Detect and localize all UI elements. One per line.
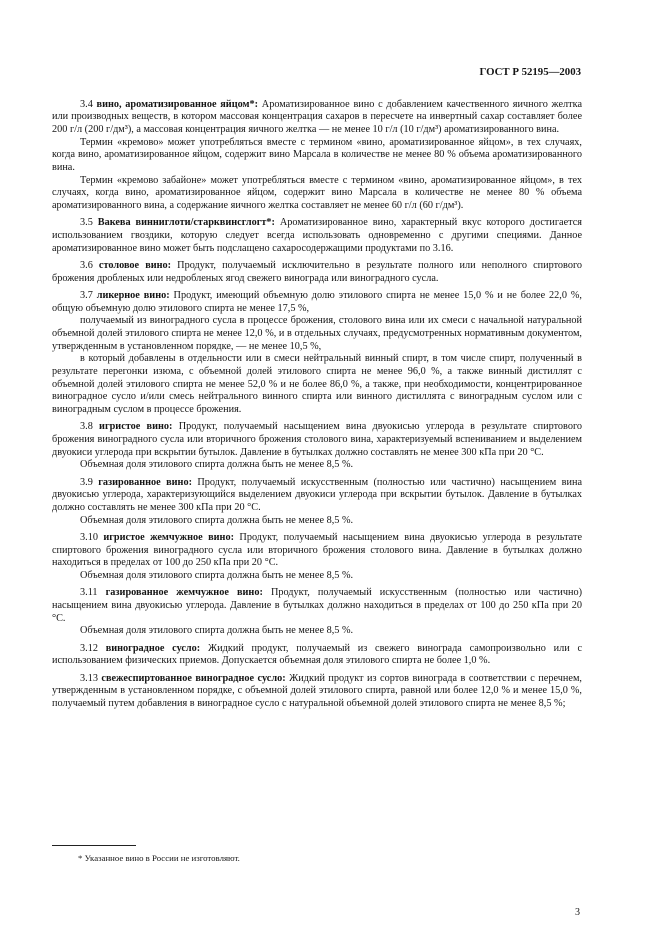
clause-number: 3.9	[80, 476, 93, 488]
clause-text: Объемная доля этилового спирта должна быть не менее 8,5 %.	[80, 459, 354, 471]
clause-continuation	[52, 175, 582, 213]
clause-continuation	[52, 625, 582, 638]
clause-number: 3.5	[80, 217, 93, 229]
footnote: * Указанное вино в России не изготовляют.	[78, 853, 240, 863]
clause-text: Жидкий продукт из сортов винограда в соответствии с перечнем, утвержденным в установленном порядке, с объемной долей этилового спирта, равной или более 12,0 % и менее 15,0 %, получаемый путем добавления в виноградное сусло с натуральной объемной долей этилового спирта не менее 8,5 %;	[52, 672, 582, 709]
clause-number: 3.8	[80, 421, 93, 433]
clause-continuation	[52, 315, 582, 353]
clause-continuation	[52, 459, 582, 472]
clause-continuation	[52, 515, 582, 528]
clause-term: игристое жемчужное вино:	[103, 532, 234, 543]
clause-text: получаемый из виноградного сусла в процессе брожения, столового вина или их смеси с начальной натуральной объемной долей этилового спирта не менее 12,0 %, и в отдельных случаях, предусмотренных нормативным документом, утвержденным в установленном порядке, — не менее 10,5 %,	[52, 315, 582, 352]
clause-3-11	[52, 587, 582, 625]
clause-3-4	[52, 99, 582, 137]
clause-term: виноградное сусло:	[105, 642, 201, 654]
document-body	[52, 94, 582, 711]
clause-continuation	[52, 570, 582, 583]
clause-text: Жидкий продукт, получаемый из свежего винограда самопроизвольно или с использованием физических приемов. Допускается объемная доля этилового спирта не более 1,0 %.	[52, 642, 582, 667]
clause-text: Продукт, получаемый насыщением вина двуокисью углерода в результате спиртового брожения виноградного сусла или вторичного брожения столового вина, характеризуемый вспениванием и выделением двуокиси углерода при вскрытии бутылок. Давление в бутылках должно составлять не менее 300 кПа при 20 °С.	[52, 421, 583, 458]
clause-3-7	[52, 290, 582, 315]
clause-text: Термин «кремово» может употребляться вместе с термином «вино, ароматизированное яйцом», в тех случаях, когда вино, ароматизированное яйцом, содержит вино Марсала в количестве не менее 80 % объема ароматизированного вина.	[52, 136, 582, 174]
clause-text: Продукт, получаемый искусственным (полностью или частично) насыщением вина двуокисью углерода, характеризующийся выделением двуокиси углерода при вскрытии бутылок. Давление в бутылках должно составлять не менее 300 кПа при 20 °С.	[52, 476, 582, 514]
clause-continuation	[52, 353, 582, 417]
clause-3-8	[52, 421, 582, 459]
clause-term: столовое вино:	[98, 259, 172, 271]
clause-term: вино, ароматизированное яйцом*:	[96, 98, 259, 110]
clause-3-10	[52, 532, 582, 570]
clause-number: 3.10	[80, 532, 98, 543]
clause-text: Термин «кремово забайоне» может употребляться вместе с термином «вино, ароматизированное яйцом», в тех случаях, когда вино, ароматизированное яйцом, содержит вино Марсала в количестве не менее 80 % объема ароматизированного вина, а содержание яичного желтка составляет не менее 60 г/л (60 г/дм³).	[52, 174, 582, 212]
clause-number: 3.13	[80, 672, 98, 684]
clause-3-5	[52, 217, 582, 255]
document-header: ГОСТ Р 52195—2003	[479, 66, 581, 78]
clause-text: Продукт, получаемый насыщением вина двуокисью углерода в результате спиртового брожения виноградного сусла или вторичного брожения столового вина. Давление в бутылках должно находиться в пределах от 100 до 250 кПа при 20 °С.	[52, 532, 582, 569]
clause-text: Объемная доля этилового спирта должна быть не менее 8,5 %.	[80, 570, 354, 582]
clause-text: Продукт, получаемый искусственным (полностью или частично) насыщением вина двуокисью углерода. Давление в бутылках должно находиться в пределах от 100 до 250 кПа при 20 °С.	[52, 587, 582, 624]
clause-number: 3.6	[80, 259, 93, 271]
clause-3-9	[52, 477, 582, 515]
clause-text: Объемная доля этилового спирта должна быть не менее 8,5 %.	[80, 514, 354, 526]
clause-term: Вакева винниглоти/старквинсглогт*:	[97, 217, 275, 229]
clause-text: в который добавлены в отдельности или в смеси нейтральный винный спирт, в том числе спирт, полученный в результате перегонки изюма, с объемной долей этилового спирта не менее 96,0 %, а также винный дистиллят с объемной долей этилового спирта не менее 52,0 % и не более 86,0 %, а также, при необходимости, концентрированное виноградное сусло и/или смесь нейтрального винного спирта или винного дистиллята с виноградным суслом или с виноградным суслом в процессе брожения.	[52, 353, 582, 416]
clause-term: ликерное вино:	[96, 289, 170, 301]
clause-3-12	[52, 643, 582, 668]
clause-text: Продукт, имеющий объемную долю этилового спирта не менее 15,0 % и не более 22,0 %, общую объемную долю этилового спирта не менее 17,5 %,	[52, 289, 582, 314]
clause-number: 3.7	[80, 289, 93, 301]
clause-text: Продукт, получаемый исключительно в результате полного или неполного спиртового брожения дробленых или недробленых ягод свежего винограда или виноградного сусла.	[52, 259, 583, 284]
clause-3-6	[52, 260, 582, 285]
page-number: 3	[575, 907, 580, 918]
clause-term: газированное вино:	[98, 476, 192, 488]
clause-term: газированное жемчужное вино:	[105, 587, 263, 599]
clause-text: Ароматизированное вино, характерный вкус которого достигается использованием гвоздики, которую следует всегда использовать одновременно с другими специями. Данное ароматизированное вино может быть подслащено сахаросодержащими продуктами по 3.16.	[52, 217, 583, 254]
footnote-divider	[52, 845, 136, 846]
clause-term: свежеспиртованное виноградное сусло:	[101, 672, 286, 684]
clause-text: Ароматизированное вино с добавлением качественного яичного желтка или производных веществ, в котором массовая концентрация сахаров в пересчете на инвертный сахар составляет более 200 г/л (200 г/дм³), а массовая концентрация яичного желтка — не менее 10 г/л (10 г/дм³) ароматизированного вина.	[52, 98, 583, 135]
clause-term: игристое вино:	[99, 421, 173, 433]
clause-number: 3.12	[80, 642, 98, 654]
clause-text: Объемная доля этилового спирта должна быть не менее 8,5 %.	[80, 625, 354, 637]
clause-number: 3.11	[80, 587, 98, 599]
clause-3-13	[52, 673, 582, 711]
clause-number: 3.4	[80, 98, 93, 110]
clause-continuation	[52, 137, 582, 175]
